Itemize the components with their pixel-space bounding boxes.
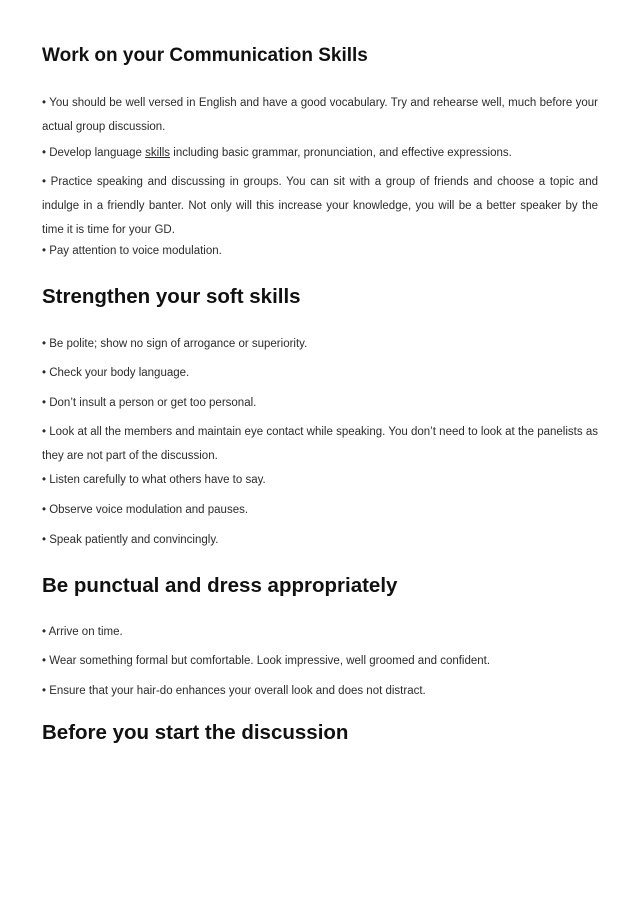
bullet-text-before-link: • Develop language bbox=[42, 147, 146, 159]
bullet-dont-insult: • Don’t insult a person or get too personal. bbox=[42, 397, 257, 409]
bullet-listen-carefully: • Listen carefully to what others have to say. bbox=[42, 474, 266, 486]
bullet-arrive-on-time: • Arrive on time. bbox=[42, 626, 123, 638]
bullet-develop-language bbox=[42, 141, 598, 165]
section-heading-before-discussion: Before you start the discussion bbox=[42, 721, 349, 744]
skills-link[interactable]: skills bbox=[145, 147, 171, 159]
bullet-be-polite: • Be polite; show no sign of arrogance or superiority. bbox=[42, 338, 308, 350]
bullet-eye-contact: • Look at all the members and maintain eye contact while speaking. You don’t need to look at the panelists as they are not part of the discussion. bbox=[42, 426, 598, 462]
bullet-speak-patiently: • Speak patiently and convincingly. bbox=[42, 534, 219, 546]
section-heading-communication: Work on your Communication Skills bbox=[42, 45, 368, 66]
bullet-body-language: • Check your body language. bbox=[42, 367, 190, 379]
bullet-english-vocabulary: • You should be well versed in English and have a good vocabulary. Try and rehearse well, much before your actual group discussion. bbox=[42, 97, 598, 133]
bullet-voice-pauses: • Observe voice modulation and pauses. bbox=[42, 504, 249, 516]
bullet-text-after-link: including basic grammar, pronunciation, and effective expressions. bbox=[170, 147, 512, 159]
bullet-voice-modulation: • Pay attention to voice modulation. bbox=[42, 245, 222, 257]
bullet-wear-formal: • Wear something formal but comfortable. Look impressive, well groomed and confident. bbox=[42, 655, 491, 667]
section-heading-soft-skills: Strengthen your soft skills bbox=[42, 285, 301, 308]
section-heading-punctual-dress: Be punctual and dress appropriately bbox=[42, 574, 398, 597]
bullet-practice-speaking: • Practice speaking and discussing in groups. You can sit with a group of friends and choose a topic and indulge in a friendly banter. Not only will this increase your knowledge, you will be a better speaker by the time it is time for your GD. bbox=[42, 176, 598, 236]
bullet-hair-do: • Ensure that your hair-do enhances your overall look and does not distract. bbox=[42, 685, 426, 697]
